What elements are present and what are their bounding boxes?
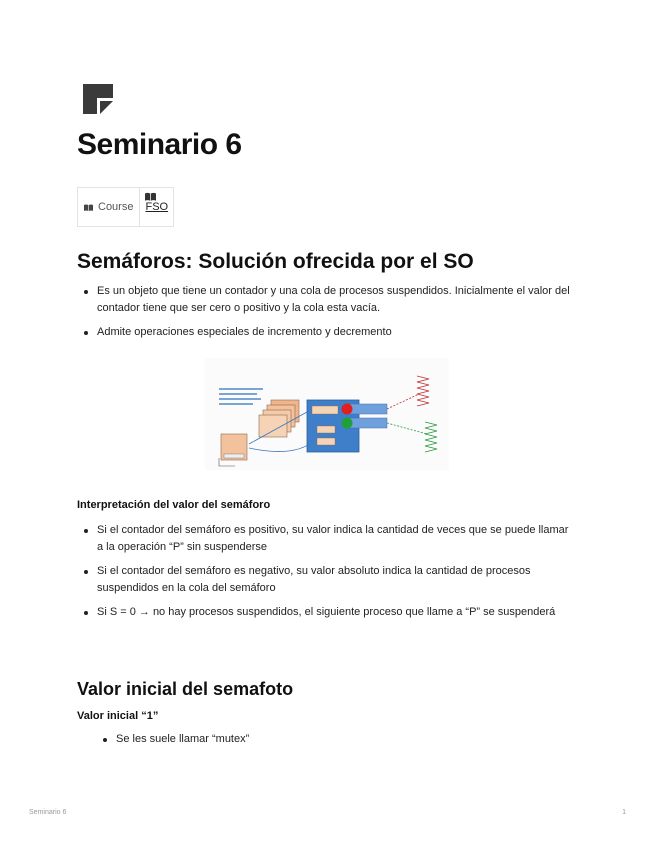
- book-icon: [84, 204, 93, 211]
- list-item: Es un objeto que tiene un contador y una cola de procesos suspendidos. Inicialmente el valor del contador tiene que ser cero o positivo y la cola esta vacía.: [77, 283, 587, 317]
- subheading-interpretacion: Interpretación del valor del semáforo: [77, 499, 271, 511]
- page-title: Seminario 6: [77, 128, 242, 161]
- subheading-valor-inicial-1: Valor inicial “1”: [77, 710, 159, 722]
- section-heading-semaforos: Semáforos: Solución ofrecida por el SO: [77, 250, 474, 273]
- bullet-list: [96, 731, 496, 755]
- bullet-list: [77, 283, 587, 348]
- list-item: Si el contador del semáforo es positivo, su valor indica la cantidad de veces que se puede llamar a la operación “P” sin suspenderse: [77, 522, 577, 556]
- bullet-list: [77, 522, 577, 628]
- section-heading-valor-inicial: Valor inicial del semafoto: [77, 679, 294, 699]
- course-link[interactable]: FSO: [145, 201, 169, 213]
- property-value-cell: [140, 188, 173, 226]
- property-name-cell: [78, 188, 140, 226]
- list-item: Si S = 0 → no hay procesos suspendidos, el siguiente proceso que llame a “P” se suspenderá: [77, 604, 577, 621]
- list-item: Se les suele llamar “mutex”: [96, 731, 496, 748]
- semaphore-diagram-image: [205, 358, 449, 470]
- list-item: Admite operaciones especiales de incremento y decremento: [77, 324, 587, 341]
- list-item: Si el contador del semáforo es negativo, su valor absoluto indica la cantidad de procesos suspendidos en la cola del semáforo: [77, 563, 577, 597]
- page-icon: [83, 84, 113, 114]
- footer-page-title: Seminario 6: [29, 809, 67, 816]
- footer-page-number: 1: [622, 809, 626, 816]
- property-name: Course: [98, 201, 134, 213]
- properties-table: [77, 187, 174, 227]
- book-icon: [145, 192, 156, 201]
